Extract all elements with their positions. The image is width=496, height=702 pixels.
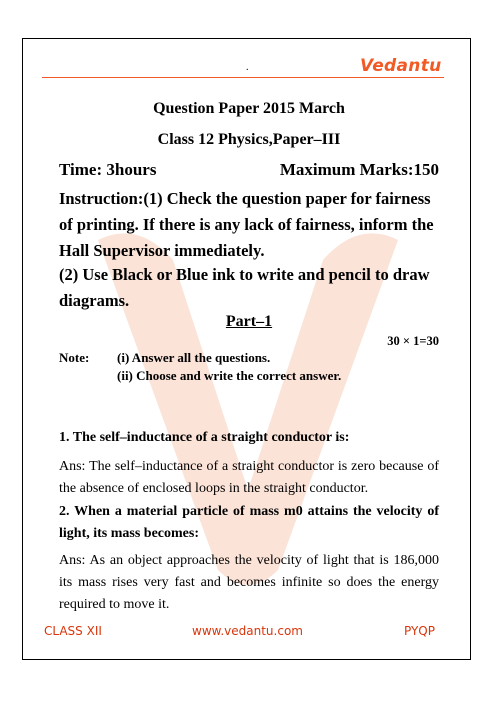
max-marks-label: Maximum Marks:150 bbox=[279, 160, 439, 179]
footer-tag: PYQP bbox=[404, 624, 435, 638]
part-title: Part–1 bbox=[225, 313, 273, 330]
time-marks-row bbox=[59, 160, 439, 180]
footer-website-link[interactable]: www.vedantu.com bbox=[192, 624, 303, 638]
time-label: Time: 3hours bbox=[59, 160, 157, 179]
instruction-1: Instruction:(1) Check the question paper for fairness of printing. If there is any lack of fairness, inform the Hall Supervisor immediately. bbox=[59, 189, 434, 260]
answer-1: Ans: The self–inductance of a straight conductor is zero because of the absence of enclosed loops in the straight conductor. bbox=[59, 459, 439, 496]
question-2: 2. When a material particle of mass m0 attains the velocity of light, its mass becomes: bbox=[59, 504, 439, 541]
note-item-2: (ii) Choose and write the correct answer. bbox=[117, 368, 342, 383]
paper-subtitle: Class 12 Physics,Paper–III bbox=[157, 131, 341, 148]
instruction-2: (2) Use Black or Blue ink to write and pencil to draw diagrams. bbox=[59, 265, 430, 310]
footer-class: CLASS XII bbox=[44, 624, 102, 638]
paper-title: Question Paper 2015 March bbox=[153, 100, 345, 117]
marks-line: 30 × 1=30 bbox=[387, 334, 439, 348]
header-dot: . bbox=[246, 62, 249, 73]
note-label: Note: bbox=[59, 350, 90, 365]
question-1: 1. The self–inductance of a straight conductor is: bbox=[59, 430, 350, 445]
answer-2: Ans: As an object approaches the velocity of light that is 186,000 its mass rises very fast and becomes infinite so does the energy required to move it. bbox=[59, 553, 439, 612]
vedantu-logo: Vedantu bbox=[360, 56, 442, 76]
header-divider bbox=[42, 77, 444, 78]
note-item-1: (i) Answer all the questions. bbox=[117, 350, 271, 365]
